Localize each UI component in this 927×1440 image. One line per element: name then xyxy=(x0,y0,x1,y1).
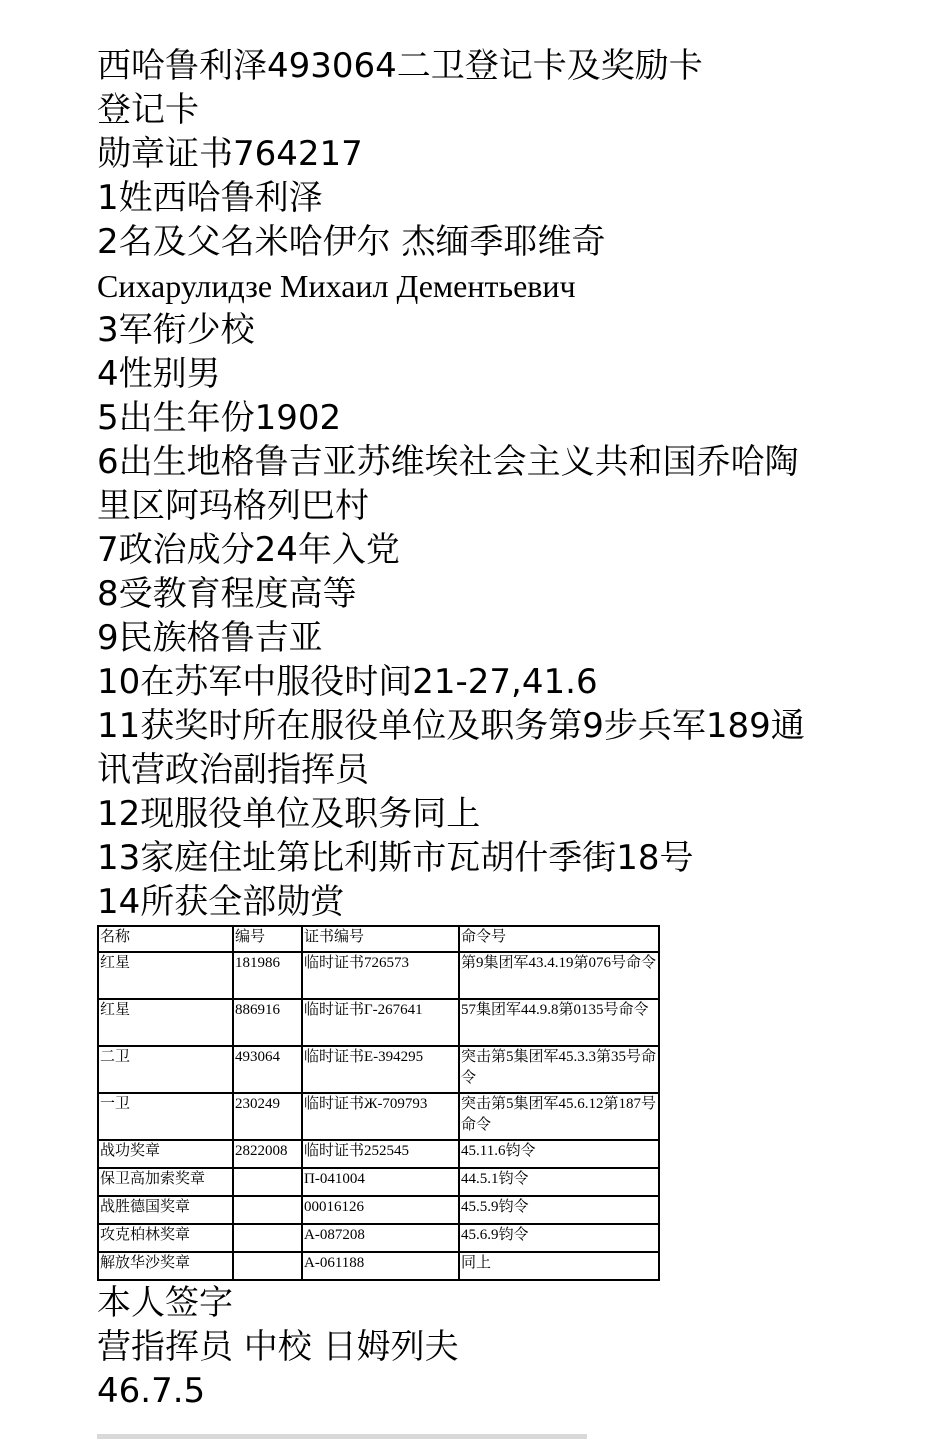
award-certificate: 临时证书Г-267641 xyxy=(302,999,459,1046)
awards-table xyxy=(97,925,660,1281)
signature-date: 46.7.5 xyxy=(97,1371,206,1411)
table-row xyxy=(98,1140,659,1168)
award-order: 突击第5集团军45.6.12第187号命令 xyxy=(459,1093,659,1140)
field-party: 7政治成分24年入党 xyxy=(97,530,400,570)
award-order: 57集团军44.9.8第0135号命令 xyxy=(459,999,659,1046)
table-row xyxy=(98,1252,659,1280)
award-certificate: 临时证书Е-394295 xyxy=(302,1046,459,1093)
header-order: 命令号 xyxy=(459,926,659,952)
award-number xyxy=(233,1168,302,1196)
award-name: 保卫高加索奖章 xyxy=(98,1168,233,1196)
award-name: 战胜德国奖章 xyxy=(98,1196,233,1224)
award-number: 230249 xyxy=(233,1093,302,1140)
award-name: 红星 xyxy=(98,999,233,1046)
registration-card xyxy=(97,44,897,1413)
award-number: 493064 xyxy=(233,1046,302,1093)
award-order: 同上 xyxy=(459,1252,659,1280)
award-number: 181986 xyxy=(233,952,302,999)
table-row xyxy=(98,952,659,999)
award-name: 解放华沙奖章 xyxy=(98,1252,233,1280)
award-certificate: 00016126 xyxy=(302,1196,459,1224)
award-name: 攻克柏林奖章 xyxy=(98,1224,233,1252)
award-certificate: А-061188 xyxy=(302,1252,459,1280)
field-name-patronymic: 2名及父名米哈伊尔 杰缅季耶维奇 xyxy=(97,222,606,262)
certificate-number: 勋章证书764217 xyxy=(97,134,363,174)
award-order: 45.5.9钧令 xyxy=(459,1196,659,1224)
award-name: 红星 xyxy=(98,952,233,999)
award-certificate: 临时证书Ж-709793 xyxy=(302,1093,459,1140)
field-rank: 3军衔少校 xyxy=(97,310,255,350)
field-birthplace-cont: 里区阿玛格列巴村 xyxy=(97,486,369,526)
bottom-divider xyxy=(97,1434,587,1439)
awards-table-header xyxy=(98,926,659,952)
card-subtitle: 登记卡 xyxy=(97,90,199,130)
award-order: 45.6.9钧令 xyxy=(459,1224,659,1252)
award-number: 886916 xyxy=(233,999,302,1046)
header-certificate: 证书编号 xyxy=(302,926,459,952)
table-row xyxy=(98,1224,659,1252)
signature-label: 本人签字 xyxy=(97,1283,233,1323)
award-name: 战功奖章 xyxy=(98,1140,233,1168)
field-service-time: 10在苏军中服役时间21-27,41.6 xyxy=(97,662,598,702)
table-row xyxy=(98,1196,659,1224)
award-order: 45.11.6钧令 xyxy=(459,1140,659,1168)
signer: 营指挥员 中校 日姆列夫 xyxy=(97,1327,459,1367)
award-certificate: А-087208 xyxy=(302,1224,459,1252)
table-row xyxy=(98,999,659,1046)
header-name: 名称 xyxy=(98,926,233,952)
award-number xyxy=(233,1224,302,1252)
field-address: 13家庭住址第比利斯市瓦胡什季街18号 xyxy=(97,838,694,878)
field-unit-at-award-cont: 讯营政治副指挥员 xyxy=(97,750,369,790)
card-title: 西哈鲁利泽493064二卫登记卡及奖励卡 xyxy=(97,46,703,86)
field-birthplace: 6出生地格鲁吉亚苏维埃社会主义共和国乔哈陶 xyxy=(97,442,799,482)
field-sex: 4性别男 xyxy=(97,354,221,394)
award-number: 2822008 xyxy=(233,1140,302,1168)
field-nationality: 9民族格鲁吉亚 xyxy=(97,618,323,658)
table-row xyxy=(98,1093,659,1140)
table-row xyxy=(98,1168,659,1196)
field-birth-year: 5出生年份1902 xyxy=(97,398,342,438)
table-row xyxy=(98,1046,659,1093)
award-certificate: 临时证书252545 xyxy=(302,1140,459,1168)
award-order: 第9集团军43.4.19第076号命令 xyxy=(459,952,659,999)
header-number: 编号 xyxy=(233,926,302,952)
award-name: 二卫 xyxy=(98,1046,233,1093)
award-number xyxy=(233,1252,302,1280)
field-unit-at-award: 11获奖时所在服役单位及职务第9步兵军189通 xyxy=(97,706,805,746)
award-name: 一卫 xyxy=(98,1093,233,1140)
field-name-russian: Сихарулидзе Михаил Дементьевич xyxy=(97,268,576,304)
field-awards-heading: 14所获全部勋赏 xyxy=(97,882,345,922)
award-certificate: 临时证书726573 xyxy=(302,952,459,999)
award-number xyxy=(233,1196,302,1224)
award-order: 突击第5集团军45.3.3第35号命令 xyxy=(459,1046,659,1093)
field-education: 8受教育程度高等 xyxy=(97,574,357,614)
field-surname: 1姓西哈鲁利泽 xyxy=(97,178,323,218)
award-certificate: П-041004 xyxy=(302,1168,459,1196)
field-current-unit: 12现服役单位及职务同上 xyxy=(97,794,481,834)
award-order: 44.5.1钧令 xyxy=(459,1168,659,1196)
